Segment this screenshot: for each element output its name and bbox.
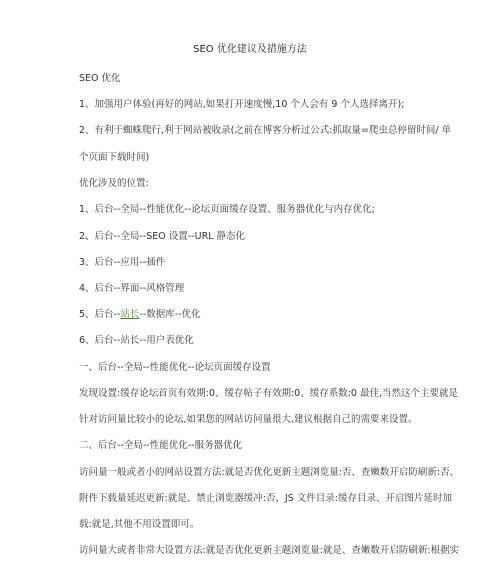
line-5-suffix: --数据库--优化 xyxy=(139,309,201,320)
section-heading: 二、后台--全局--性能优化--服务器优化 xyxy=(79,440,243,451)
document-title: SEO 优化建议及措施方法 xyxy=(193,44,307,55)
text-line: 4、后台--界面--风格管理 xyxy=(79,283,185,294)
line-5-prefix: 5、后台-- xyxy=(79,309,121,320)
text-line: 发现设置:缓存论坛首页有效期:0、缓存帖子有效期:0、缓存系数:0 最佳,当然这个主要就是 xyxy=(79,388,458,399)
text-line: 针对访问量比较小的论坛,如果您的网站访问量很大,建议根据自己的需要来设置。 xyxy=(79,414,418,425)
text-line: 3、后台--应用--插件 xyxy=(79,257,166,268)
text-line: 2、后台--全局--SEO 设置--URL 静态化 xyxy=(79,231,246,242)
text-line: 1、加强用户体验(再好的网站,如果打开速度慢,10 个人会有 9 个人选择离开); xyxy=(79,99,405,110)
text-line-5 xyxy=(79,308,440,321)
text-line: SEO 优化 xyxy=(79,73,121,84)
section-heading: 一、后台--全局--性能优化--论坛页面缓存设置 xyxy=(79,362,271,373)
text-line: 附件下载量延迟更新:就是、禁止浏览器缓冲:否、JS 文件目录:缓存目录、开启图片延时加 xyxy=(79,493,452,504)
text-line: 载:就是,其他不用设置即可。 xyxy=(79,519,200,530)
text-line: 访问量大或者非常大设置方法:就是否优化更新主题浏览量:就是、查嫩数开启防刷新:根据实 xyxy=(79,545,460,556)
text-line: 访问量一般或者小的网站设置方法:就是否优化更新主题浏览量:否、查嫩数开启防刷新:否、 xyxy=(79,467,460,478)
text-line: 2、有利于蜘蛛爬行,利于网站被收录(之前在博客分析过公式:抓取量=爬虫总停留时间/ 单 xyxy=(79,125,452,136)
text-line: 6、后台--站长--用户表优化 xyxy=(79,335,194,346)
text-line: 1、后台--全局--性能优化--论坛页面缓存设置、服务器优化与内存优化; xyxy=(79,204,375,215)
zhanzhang-link[interactable]: 站长 xyxy=(120,309,140,320)
text-line: 个页面下载时间) xyxy=(79,152,150,163)
text-line: 优化涉及的位置: xyxy=(79,178,149,189)
